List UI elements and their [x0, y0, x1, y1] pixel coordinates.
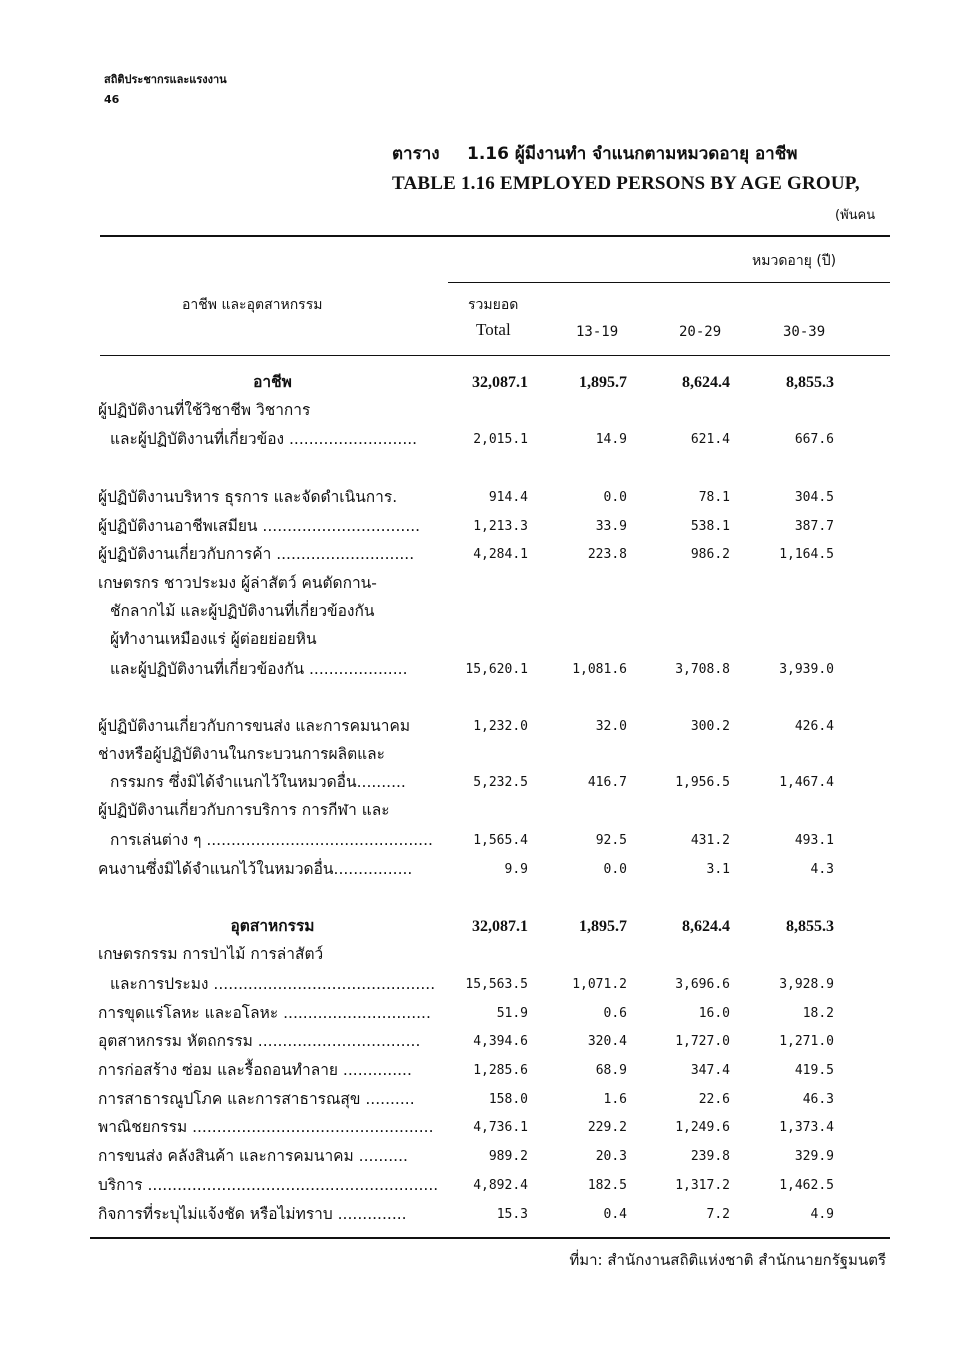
table-row — [0, 426, 966, 452]
page-number: 46 — [104, 93, 120, 106]
total-cell: 914.4 — [488, 490, 528, 505]
age-13-19-cell: 320.4 — [587, 1034, 627, 1049]
bottom-rule — [90, 1237, 890, 1239]
total-header-thai: รวมยอด — [468, 297, 519, 313]
total-cell: 4,736.1 — [473, 1120, 528, 1135]
table-row — [0, 769, 966, 795]
row-label: การขนส่ง คลังสินค้า และการคมนาคม .......... — [98, 1147, 408, 1165]
total-cell: 5,232.5 — [473, 775, 528, 790]
age-20-29-cell: 3,696.6 — [675, 977, 730, 992]
row-label: ชักลากไม้ และผู้ปฏิบัติงานที่เกี่ยวข้องกัน — [110, 602, 375, 620]
stub-header: อาชีพ และอุตสาหกรรม — [182, 297, 323, 313]
table-row — [0, 656, 966, 682]
age-30-39-cell: 46.3 — [802, 1092, 834, 1107]
age-group-rule — [448, 282, 890, 283]
page-header — [104, 70, 227, 110]
age-13-19-cell: 229.2 — [587, 1120, 627, 1135]
column-header-20-29: 20-29 — [679, 324, 722, 340]
total-cell: 2,015.1 — [473, 432, 528, 447]
table-row — [0, 741, 966, 767]
age-13-19-cell: 32.0 — [595, 719, 627, 734]
age-20-29-cell: 1,956.5 — [675, 775, 730, 790]
total-cell: 51.9 — [496, 1006, 528, 1021]
row-label: พาณิชยกรรม ................................................. — [98, 1118, 434, 1136]
age-20-29-cell: 8,624.4 — [682, 374, 730, 391]
unit-label: (พันคน — [835, 208, 876, 223]
age-30-39-cell: 4.9 — [810, 1207, 834, 1222]
age-30-39-cell: 1,271.0 — [779, 1034, 834, 1049]
age-30-39-cell: 18.2 — [802, 1006, 834, 1021]
table-row — [0, 971, 966, 997]
column-header-30-39: 30-39 — [783, 324, 826, 340]
row-label: การขุดแร่โลหะ และอโลหะ .............................. — [98, 1004, 431, 1022]
age-30-39-cell: 1,373.4 — [779, 1120, 834, 1135]
total-cell: 1,232.0 — [473, 719, 528, 734]
age-20-29-cell: 78.1 — [698, 490, 730, 505]
table-row — [0, 484, 966, 510]
age-20-29-cell: 239.8 — [690, 1149, 730, 1164]
age-13-19-cell: 0.4 — [603, 1207, 627, 1222]
row-label: ผู้ปฏิบัติงานที่ใช้วิชาชีพ วิชาการ — [98, 401, 311, 419]
age-20-29-cell: 300.2 — [690, 719, 730, 734]
row-label: เกษตรกรรม การป่าไม้ การล่าสัตว์ — [98, 945, 324, 963]
section-row — [0, 913, 966, 939]
total-cell: 1,213.3 — [473, 519, 528, 534]
age-20-29-cell: 347.4 — [690, 1063, 730, 1078]
header-rule — [100, 355, 890, 356]
age-13-19-cell: 0.0 — [603, 862, 627, 877]
row-label: กรรมกร ซึ่งมิได้จำแนกไว้ในหมวดอื่น.......... — [110, 773, 406, 791]
age-30-39-cell: 329.9 — [794, 1149, 834, 1164]
age-13-19-cell: 223.8 — [587, 547, 627, 562]
age-13-19-cell: 1,895.7 — [579, 918, 627, 935]
age-20-29-cell: 1,317.2 — [675, 1178, 730, 1193]
table-row — [0, 570, 966, 596]
table-row — [0, 598, 966, 624]
age-30-39-cell: 3,939.0 — [779, 662, 834, 677]
row-label: และการประมง ............................................. — [110, 975, 436, 993]
row-label: การเล่นต่าง ๆ .............................................. — [110, 831, 433, 849]
section-row — [0, 369, 966, 395]
table-row — [0, 1143, 966, 1169]
age-13-19-cell: 20.3 — [595, 1149, 627, 1164]
row-label: ช่างหรือผู้ปฏิบัติงานในกระบวนการผลิตและ — [98, 745, 385, 763]
table-label-thai: ตาราง — [392, 144, 440, 164]
age-20-29-cell: 1,249.6 — [675, 1120, 730, 1135]
total-cell: 989.2 — [488, 1149, 528, 1164]
age-13-19-cell: 416.7 — [587, 775, 627, 790]
table-row — [0, 626, 966, 652]
total-cell: 4,284.1 — [473, 547, 528, 562]
age-20-29-cell: 3,708.8 — [675, 662, 730, 677]
age-13-19-cell: 1,071.2 — [572, 977, 627, 992]
total-cell: 15,620.1 — [465, 662, 528, 677]
total-cell: 15,563.5 — [465, 977, 528, 992]
age-30-39-cell: 8,855.3 — [786, 374, 834, 391]
row-label: อาชีพ — [253, 373, 292, 391]
row-label: ผู้ปฏิบัติงานอาชีพเสมียน ................................ — [98, 517, 421, 535]
age-20-29-cell: 1,727.0 — [675, 1034, 730, 1049]
age-30-39-cell: 426.4 — [794, 719, 834, 734]
age-20-29-cell: 431.2 — [690, 833, 730, 848]
row-label: ผู้ปฏิบัติงานเกี่ยวกับการบริการ การกีฬา และ — [98, 801, 390, 819]
table-row — [0, 1172, 966, 1198]
table-row — [0, 827, 966, 853]
table-row — [0, 1086, 966, 1112]
age-20-29-cell: 986.2 — [690, 547, 730, 562]
row-label: การก่อสร้าง ซ่อม และรื้อถอนทำลาย .............. — [98, 1061, 412, 1079]
age-20-29-cell: 7.2 — [706, 1207, 730, 1222]
row-label: และผู้ปฏิบัติงานที่เกี่ยวข้อง .......................... — [110, 430, 418, 448]
row-label: และผู้ปฏิบัติงานที่เกี่ยวข้องกัน .................... — [110, 660, 408, 678]
age-20-29-cell: 3.1 — [706, 862, 730, 877]
top-rule — [100, 235, 890, 237]
row-label: อุตสาหกรรม — [230, 917, 315, 935]
total-cell: 1,285.6 — [473, 1063, 528, 1078]
total-cell: 1,565.4 — [473, 833, 528, 848]
table-row — [0, 1114, 966, 1140]
total-cell: 32,087.1 — [472, 374, 528, 391]
table-title-thai-text: 1.16 ผู้มีงานทำ จำแนกตามหมวดอายุ อาชีพ — [467, 144, 798, 164]
running-title: สถิติประชากรและแรงงาน — [104, 73, 227, 86]
age-13-19-cell: 182.5 — [587, 1178, 627, 1193]
row-label: ผู้ปฏิบัติงานบริหาร ธุรการ และจัดดำเนินการ. — [98, 488, 398, 506]
row-label: อุตสาหกรรม หัตถกรรม ................................. — [98, 1032, 421, 1050]
row-label: ผู้ทำงานเหมืองแร่ ผู้ต่อยย่อยหิน — [110, 630, 317, 648]
age-13-19-cell: 1,081.6 — [572, 662, 627, 677]
table-row — [0, 541, 966, 567]
table-row — [0, 1057, 966, 1083]
table-row — [0, 1000, 966, 1026]
age-13-19-cell: 68.9 — [595, 1063, 627, 1078]
total-cell: 9.9 — [504, 862, 528, 877]
age-13-19-cell: 33.9 — [595, 519, 627, 534]
age-13-19-cell: 92.5 — [595, 833, 627, 848]
row-label: บริการ ........................................................... — [98, 1176, 439, 1194]
row-label: เกษตรกร ชาวประมง ผู้ล่าสัตว์ คนตัดกาน- — [98, 574, 377, 592]
age-30-39-cell: 1,164.5 — [779, 547, 834, 562]
age-20-29-cell: 22.6 — [698, 1092, 730, 1107]
age-30-39-cell: 667.6 — [794, 432, 834, 447]
age-20-29-cell: 16.0 — [698, 1006, 730, 1021]
table-row — [0, 941, 966, 967]
row-label: กิจการที่ระบุไม่แจ้งชัด หรือไม่ทราบ .............. — [98, 1205, 407, 1223]
table-row — [0, 1028, 966, 1054]
table-row — [0, 713, 966, 739]
source-note: ที่มา: สำนักงานสถิติแห่งชาติ สำนักนายกรัฐมนตรี — [569, 1251, 886, 1269]
age-30-39-cell: 1,462.5 — [779, 1178, 834, 1193]
age-30-39-cell: 4.3 — [810, 862, 834, 877]
total-cell: 32,087.1 — [472, 918, 528, 935]
row-label: ผู้ปฏิบัติงานเกี่ยวกับการขนส่ง และการคมนาคม — [98, 717, 411, 735]
age-30-39-cell: 493.1 — [794, 833, 834, 848]
age-30-39-cell: 304.5 — [794, 490, 834, 505]
age-30-39-cell: 8,855.3 — [786, 918, 834, 935]
table-row — [0, 513, 966, 539]
table-row — [0, 1201, 966, 1227]
age-13-19-cell: 0.6 — [603, 1006, 627, 1021]
total-cell: 15.3 — [496, 1207, 528, 1222]
table-row — [0, 797, 966, 823]
age-20-29-cell: 8,624.4 — [682, 918, 730, 935]
age-group-header: หมวดอายุ (ปี) — [752, 253, 837, 269]
age-13-19-cell: 0.0 — [603, 490, 627, 505]
total-cell: 158.0 — [488, 1092, 528, 1107]
table-title-thai — [392, 140, 797, 167]
age-30-39-cell: 419.5 — [794, 1063, 834, 1078]
total-header-english: Total — [476, 320, 511, 339]
row-label: การสาธารณูปโภค และการสาธารณสุข .......... — [98, 1090, 415, 1108]
table-title-english: TABLE 1.16 EMPLOYED PERSONS BY AGE GROUP, — [392, 173, 860, 194]
row-label: คนงานซึ่งมิได้จำแนกไว้ในหมวดอื่น................ — [98, 860, 413, 878]
total-cell: 4,394.6 — [473, 1034, 528, 1049]
table-row — [0, 397, 966, 423]
age-30-39-cell: 1,467.4 — [779, 775, 834, 790]
age-13-19-cell: 1,895.7 — [579, 374, 627, 391]
row-label: ผู้ปฏิบัติงานเกี่ยวกับการค้า ............................ — [98, 545, 415, 563]
column-header-13-19: 13-19 — [576, 324, 619, 340]
table-row — [0, 856, 966, 882]
age-20-29-cell: 621.4 — [690, 432, 730, 447]
age-13-19-cell: 14.9 — [595, 432, 627, 447]
age-30-39-cell: 3,928.9 — [779, 977, 834, 992]
age-30-39-cell: 387.7 — [794, 519, 834, 534]
total-cell: 4,892.4 — [473, 1178, 528, 1193]
age-20-29-cell: 538.1 — [690, 519, 730, 534]
age-13-19-cell: 1.6 — [603, 1092, 627, 1107]
